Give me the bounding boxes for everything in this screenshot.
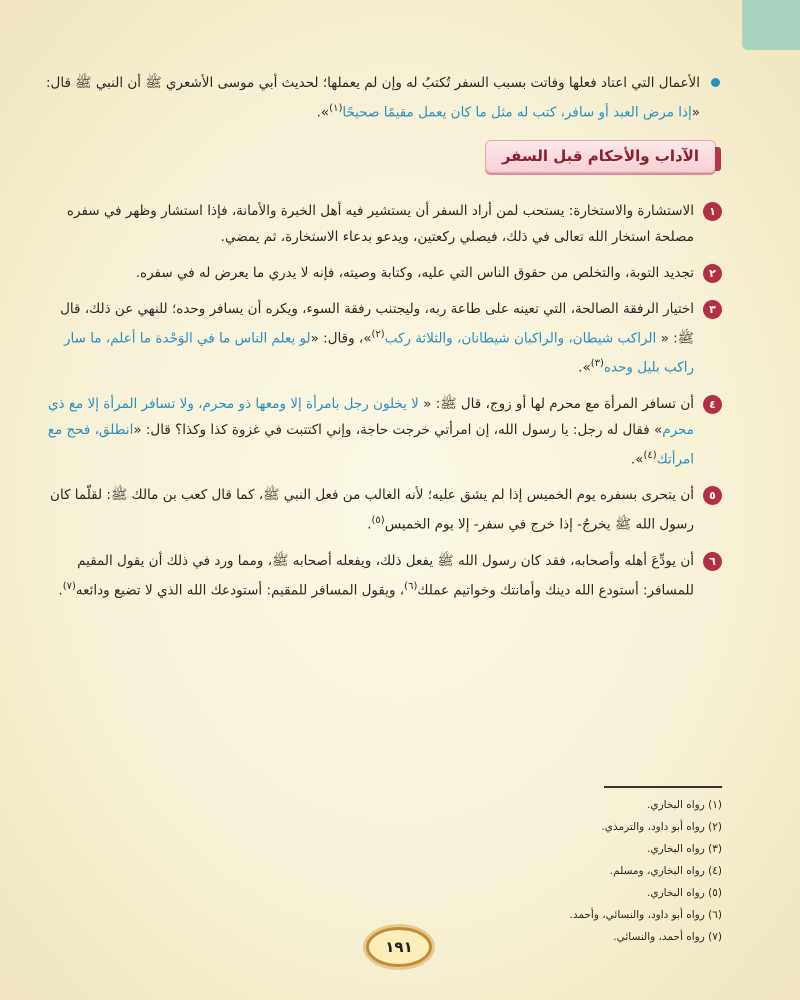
number-badge: ٦ [703,552,722,571]
footnote: (٦) رواه أبو داود، والنسائي، وأحمد. [569,909,722,921]
footnote-ref: (٧) [62,580,76,592]
number-badge: ٥ [703,486,722,505]
footnotes [570,794,722,948]
item-text: أن تسافر المرأة مع محرم لها أو زوج، قال ﷺ: « [418,395,694,412]
list-item-1 [38,198,722,250]
list-item-4 [38,391,722,473]
page-content [38,70,722,1000]
footnote-ref: (٤) [643,449,657,461]
footnote-divider [604,786,722,788]
footnote-ref: (٢) [371,328,385,340]
list-item-5 [38,482,722,538]
page-number-badge [362,926,436,968]
footnote-ref: (٦) [404,580,418,592]
list-item-3 [38,296,722,381]
footnote: (٤) رواه البخاري، ومسلم. [609,865,722,877]
item-text: أن يودِّعَ أهله وأصحابه، فقد كان رسول الله ﷺ يفعل ذلك، ويفعله أصحابه ﷺ، ومما ورد في ذلك أن يقول المقيم للمسافر: أستودع الله دينك وأمانتك وخواتيم عملك [77,552,694,598]
footnote: (٥) رواه البخاري. [647,887,722,899]
hadith-quote: الراكب شيطان، والراكبان شيطانان، والثلاثة ركب [384,330,657,346]
intro-bullet [38,70,722,126]
section-heading: الآداب والأحكام قبل السفر [485,140,716,173]
item-text: »، وقال: « [310,330,372,346]
footnote-ref: (٥) [371,515,385,526]
item-end: . [367,516,372,533]
item-text: الاستشارة والاستخارة: يستحب لمن أراد السفر أن يستشير فيه أهل الخبرة والأمانة، فإذا استشار وظهر في سفره مصلحة استخار الله تعالى في ذلك، فيصلي ركعتين، ويدعو بدعاء الاستخارة، ثم يمضي. [66,202,694,245]
hadith-quote: انطلق، فحج مع امرأتك [47,421,694,467]
item-text: ، ويقول المسافر للمقيم: أستودعك الله الذي لا تضيع ودائعه [75,582,405,598]
corner-decoration [742,0,800,50]
intro-ref: (١) [329,103,343,114]
number-badge: ٢ [703,264,722,283]
hadith-quote: لو يعلم الناس ما في الوَحْدة ما أعلم، ما سار راكب بليل وحده [64,330,694,376]
bullet-icon [711,78,720,87]
list-item-2 [38,260,722,286]
footnote: (٢) رواه أبو داود، والترمذي. [601,821,722,833]
number-badge: ٤ [703,395,722,414]
item-text: » فقال له رجل: يا رسول الله، إن امرأتي خرجت حاجة، وإني اكتتبت في غزوة كذا وكذا؟ قال: « [133,421,663,438]
list-item-6 [38,548,722,604]
item-text: اختيار الرفقة الصالحة، التي تعينه على طاعة ربه، وليجتنب رفقة السوء، ويكره أن يسافر وحده؛ للنهي عن ذلك، قال ﷺ: « [60,300,694,346]
item-text: أن يتحرى بسفره يوم الخميس إذا لم يشق عليه؛ لأنه الغالب من فعل النبي ﷺ، كما قال كعب بن مالك ﷺ: لقلّما كان رسول الله ﷺ يخرجُ- إذا خرج في سفر- إلا يوم الخميس [50,487,694,533]
intro-end: ». [316,104,330,121]
item-end: ». [630,451,644,467]
section-heading-wrap [38,140,722,180]
number-badge: ١ [703,202,722,221]
intro-quote: إذا مرض العبد أو سافر، كتب له مثل ما كان يعمل مقيمًا صحيحًا [342,104,692,121]
footnote: (٧) رواه أحمد، والنسائي. [613,931,722,943]
item-end: . [58,582,63,598]
item-text: تجديد التوبة، والتخلص من حقوق الناس التي عليه، وكتابة وصيته، فإنه لا يدري ما يعرض له في سفره. [135,264,694,281]
number-badge: ٣ [703,300,722,319]
footnote: (٣) رواه البخاري. [647,843,722,855]
item-end: ». [578,359,591,376]
intro-text: الأعمال التي اعتاد فعلها وفاتت بسبب السفر تُكتبُ له وإن لم يعملها؛ لحديث أبي موسى الأشعري ﷺ أن النبي ﷺ قال: « [46,75,700,121]
footnote: (١) رواه البخاري. [647,799,722,811]
page-number: ١٩١ [366,927,432,967]
hadith-quote: لا يخلون رجل بامرأة إلا ومعها ذو محرم، ولا تسافر المرأة إلا مع ذي محرم [47,395,694,438]
footnote-ref: (٣) [590,358,604,369]
